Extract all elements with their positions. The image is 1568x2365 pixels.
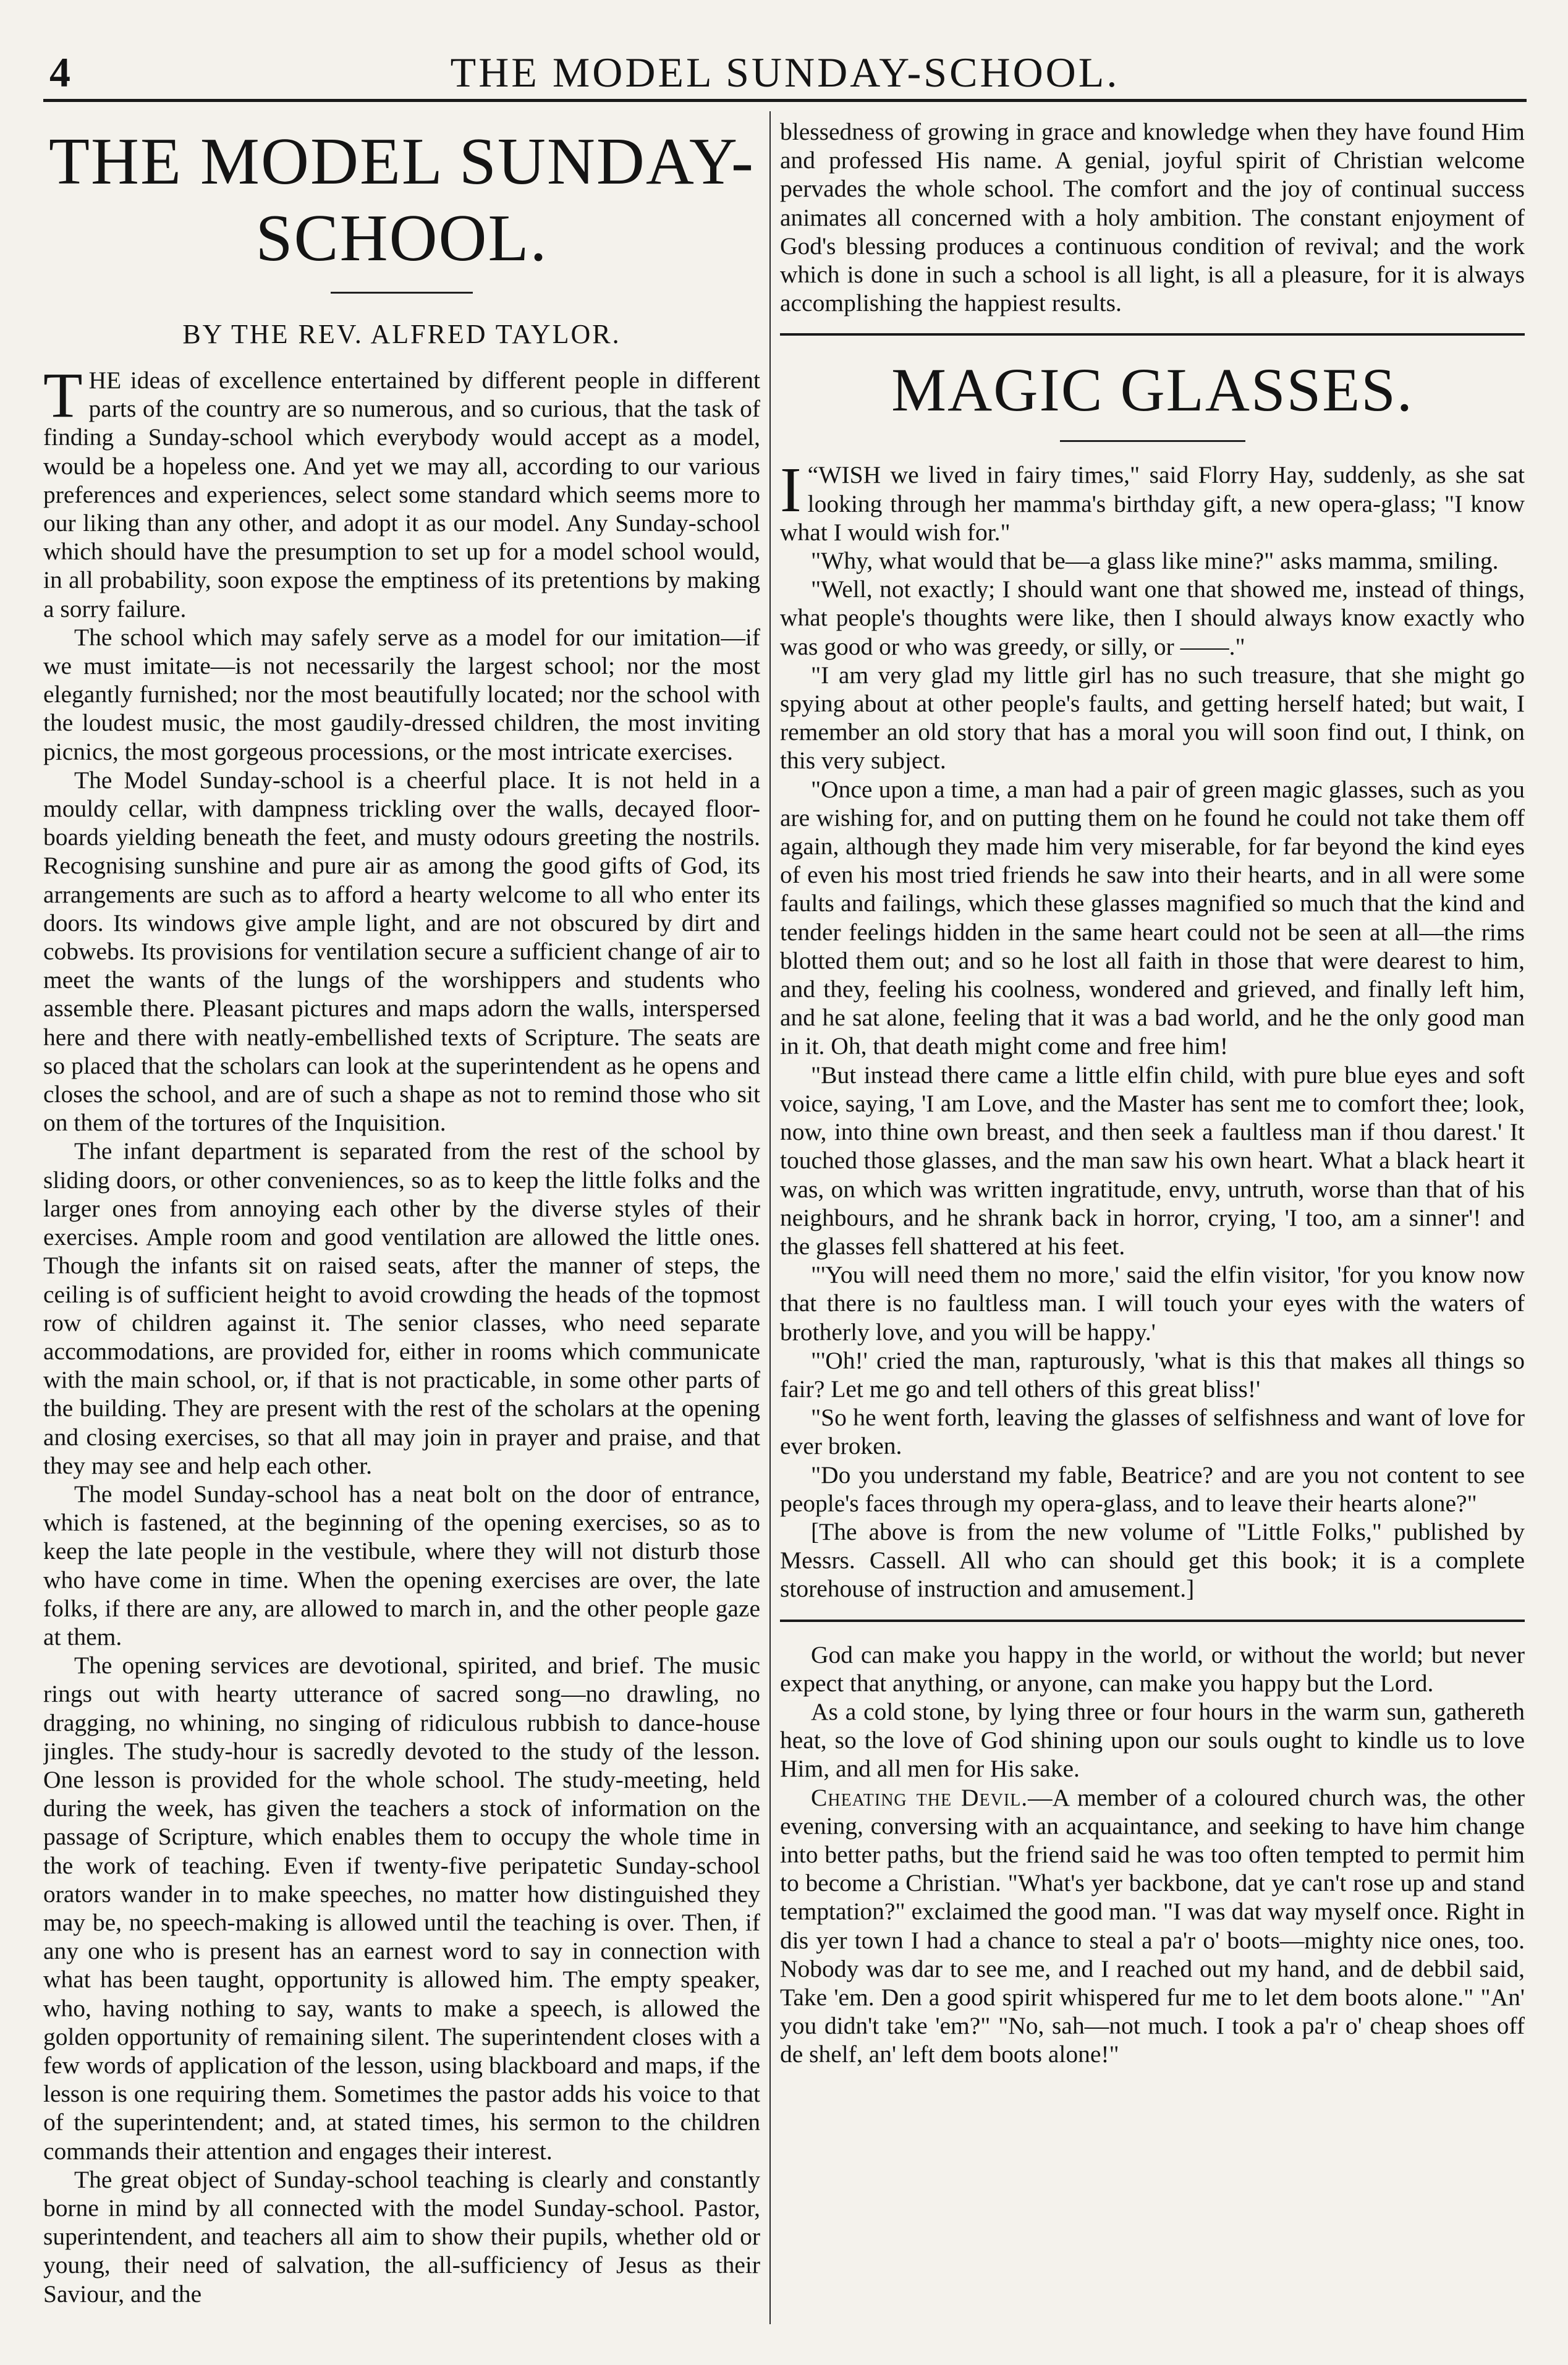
article-paragraph: The model Sunday-school has a neat bolt on the door of entrance, which is fastened, at the beginning of the opening exercises, so as to keep the late people in the vestibule, where they will not disturb those who have come in time. When the opening exercises are over, the late folks, if there are any, are allowed to march in, and the other people gaze at them. — [43, 1480, 760, 1650]
article-paragraph: The infant department is separated from the rest of the school by sliding doors, or other conveniences, so as to keep the little folks and the larger ones from annoying each other by the diverse styles of their exercises. Ample room and good ventilation are allowed the little ones. Though the infants sit on raised seats, after the manner of steps, the ceiling is of sufficient height to avoid crowding the heads of the topmost row of children against it. The senior classes, who need separate accommodations, are provided for, either in rooms which communicate with the main school, or, if that is not practicable, in some other parts of the building. They are present with the rest of the scholars at the opening and closing exercises, so that all may join in prayer and praise, and that they may see and help each other. — [43, 1137, 760, 1479]
title-rule — [331, 292, 473, 294]
story-paragraph: "Do you understand my fable, Beatrice? and are you not content to see people's faces through my opera-glass, and to leave their hearts alone?" — [780, 1461, 1525, 1517]
article-paragraph: The great object of Sunday-school teaching is clearly and constantly borne in mind by all connected with the model Sunday-school. Pastor, superintendent, and teachers all aim to show their pupils, whether old or young, their need of salvation, the all-sufficiency of Jesus as their Saviour, and the — [43, 2165, 760, 2308]
paragraph-text: HE ideas of excellence entertained by different people in different parts of the country are so numerous, and so curious, that the task of finding a Sunday-school which everybody would accept as a model, would be a hopeless one. And yet we may all, according to our various preferences and experiences, select some standard which seems more to our liking than any other, and adopt it as our model. Any Sunday-school which should have the presumption to set up for a model school would, in all probability, soon expose the emptiness of its pretentions by making a sorry failure. — [43, 367, 760, 622]
story-paragraph: "Once upon a time, a man had a pair of green magic glasses, such as you are wishing for, and on putting them on he found he could not take them off again, although they made him very miserable, for far beyond the kind eyes of even his most tried friends he saw into their hearts, and in all were some faults and failings, which these glasses magnified so much that the kind and tender feelings hidden in the same heart could not be seen at all—the rims blotted them out; and so he lost all faith in those that were dearest to him, and they, feeling his coolness, wondered and grieved, and finally left him, and he sat alone, feeling that it was a bad world, and he the only good man in it. Oh, that death might come and free him! — [780, 775, 1525, 1060]
anecdote-text: —A member of a coloured church was, the other evening, conversing with an acquaintance, and seeking to have him change into better paths, but the friend said he was too often tempted to permit him to become a Christian. "What's yer backbone, dat ye can't rose up and stand temptation?" exclaimed the good man. "I was dat way myself once. Right in dis yer town I had a chance to steal a pa'r o' boots—mighty nice ones, too. Nobody was dar to see me, and I reached out my hand, and de debbil said, Take 'em. Den a good spirit whispered fur me to let dem boots alone." "An' you didn't take 'em?" "No, sah—not much. I took a pa'r o' cheap shoes off de shelf, an' left dem boots alone!" — [780, 1783, 1525, 2068]
right-column — [780, 117, 1525, 2318]
anecdote-heading: Cheating the Devil. — [811, 1783, 1028, 1811]
section-rule — [780, 333, 1525, 336]
article-title-magic-glasses: MAGIC GLASSES. — [891, 355, 1413, 425]
story-paragraph: "Why, what would that be—a glass like mine?" asks mamma, smiling. — [811, 547, 1499, 575]
article-paragraph: The school which may safely serve as a model for our imitation—if we must imitate—is not necessarily the largest school; nor the most elegantly furnished; nor the most beautifully located; nor the school with the loudest music, the most gaudily-dressed children, the most inviting picnics, the most gorgeous processions, or the most intricate exercises. — [43, 623, 760, 765]
story-paragraph: “ I WISH we lived in fairy times," said Florry Hay, suddenly, as she sat looking through her mamma's birthday gift, a new opera-glass; "I know what I would wish for." — [780, 454, 1525, 546]
story-paragraph: "I am very glad my little girl has no such treasure, that she might go spying about at other people's faults, and getting herself hated; but wait, I remember an old story that has a moral you will soon find out, I think, on this very subject. — [780, 661, 1525, 775]
section-rule — [780, 1620, 1525, 1622]
page-number: 4 — [49, 49, 70, 96]
running-title: THE MODEL SUNDAY-SCHOOL. — [450, 49, 1120, 96]
title-rule — [1060, 440, 1245, 442]
story-paragraph: "So he went forth, leaving the glasses of selfishness and want of love for ever broken. — [780, 1404, 1525, 1460]
byline: BY THE REV. ALFRED TAYLOR. — [182, 319, 621, 349]
story-paragraph: "But instead there came a little elfin child, with pure blue eyes and soft voice, saying, 'I am Love, and the Master has sent me to comfort thee; look, now, into thine own breast, and then seek a faultless man if thou darest.' It touched those glasses, and the man saw his own heart. What a black heart it was, on which was written ingratitude, envy, untruth, worse than that of his neighbours, and he shrank back in horror, crying, 'I too, am a sinner'! and the glasses fell shattered at his feet. — [780, 1061, 1525, 1260]
article-paragraph: The opening services are devotional, spirited, and brief. The music rings out with hearty utterance of sacred song—no drawling, no dragging, no whining, no singing of ridiculous rubbish to dance-house jingles. The study-hour is sacredly devoted to the study of the lesson. One lesson is provided for the whole school. The study-meeting, held during the week, has given the teachers a stock of information on the passage of Scripture, which enables them to occupy the whole time in the work of teaching. Even if twenty-five peripatetic Sunday-school orators wander in to make speeches, no matter how distinguished they may be, no speech-making is allowed until the teaching is over. Then, if any one who is present has an earnest word to say in connection with what has been taught, opportunity is allowed him. The empty speaker, who, having nothing to say, wants to make a speech, is allowed the golden opportunity of remaining silent. The superintendent closes with a few words of application of the lesson, using blackboard and maps, if the lesson is one requiring them. Sometimes the pastor adds his voice to that of the superintendent; and, at stated times, his sermon to the children commands their attention and engages their interest. — [43, 1652, 760, 2165]
article-title-model-sunday-school: THE MODEL SUNDAY-SCHOOL. — [48, 125, 755, 275]
article-paragraph: The Model Sunday-school is a cheerful place. It is not held in a mouldy cellar, with dampness trickling over the walls, decayed floor-boards yielding beneath the feet, and musty odours greeting the nostrils. Recognising sunshine and pure air as among the good gifts of God, its arrangements are such as to afford a hearty welcome to all who enter its doors. Its windows give ample light, and are not obscured by dirt and cobwebs. Its provisions for ventilation secure a sufficient change of air to meet the wants of the lungs of the worshippers and students who assemble there. Pleasant pictures and maps adorn the walls, interspersed here and there with neatly-embellished texts of Scripture. The seats are so placed that the scholars can look at the superintendent as he opens and closes the school, and are of such a shape as not to remind those who sit on them of the tortures of the Inquisition. — [43, 766, 760, 1137]
paragraph-text: WISH we lived in fairy times," said Florry Hay, suddenly, as she sat looking through her mamma's birthday gift, a new opera-glass; "I know what I would wish for." — [780, 461, 1525, 546]
column-divider — [769, 111, 771, 2324]
left-column — [43, 117, 760, 2318]
story-paragraph: "'You will need them no more,' said the elfin visitor, 'for you know now that there is no faultless man. I will touch your eyes with the waters of brotherly love, and you will be happy.' — [780, 1261, 1525, 1346]
source-note: [The above is from the new volume of "Little Folks," published by Messrs. Cassell. All who can should get this book; it is a complete storehouse of instruction and amusement.] — [780, 1518, 1525, 1603]
story-paragraph: "Well, not exactly; I should want one that showed me, instead of things, what people's thoughts were like, then I should always know exactly who was good or who was greedy, or silly, or ——." — [780, 575, 1525, 660]
running-header — [43, 43, 1527, 102]
article-paragraph — [43, 360, 760, 623]
drop-cap: T — [43, 360, 83, 431]
misc-paragraph: God can make you happy in the world, or without the world; but never expect that anything, or anyone, can make you happy but the Lord. — [780, 1641, 1525, 1697]
anecdote-paragraph — [780, 1783, 1525, 2069]
story-paragraph: "'Oh!' cried the man, rapturously, 'what is this that makes all things so fair? Let me go and tell others of this great bliss!' — [780, 1346, 1525, 1403]
article-continuation: blessedness of growing in grace and knowledge when they have found Him and professed His name. A genial, joyful spirit of Christian welcome pervades the whole school. The comfort and the joy of continual success animates all concerned with a holy ambition. The constant enjoyment of God's blessing produces a continuous condition of revival; and the work which is done in such a school is all light, is all a pleasure, for it is always accomplishing the happiest results. — [780, 118, 1525, 317]
misc-paragraph: As a cold stone, by lying three or four hours in the warm sun, gathereth heat, so the love of God shining upon our souls ought to kindle us to love Him, and all men for His sake. — [780, 1697, 1525, 1783]
drop-cap: I — [780, 454, 802, 526]
